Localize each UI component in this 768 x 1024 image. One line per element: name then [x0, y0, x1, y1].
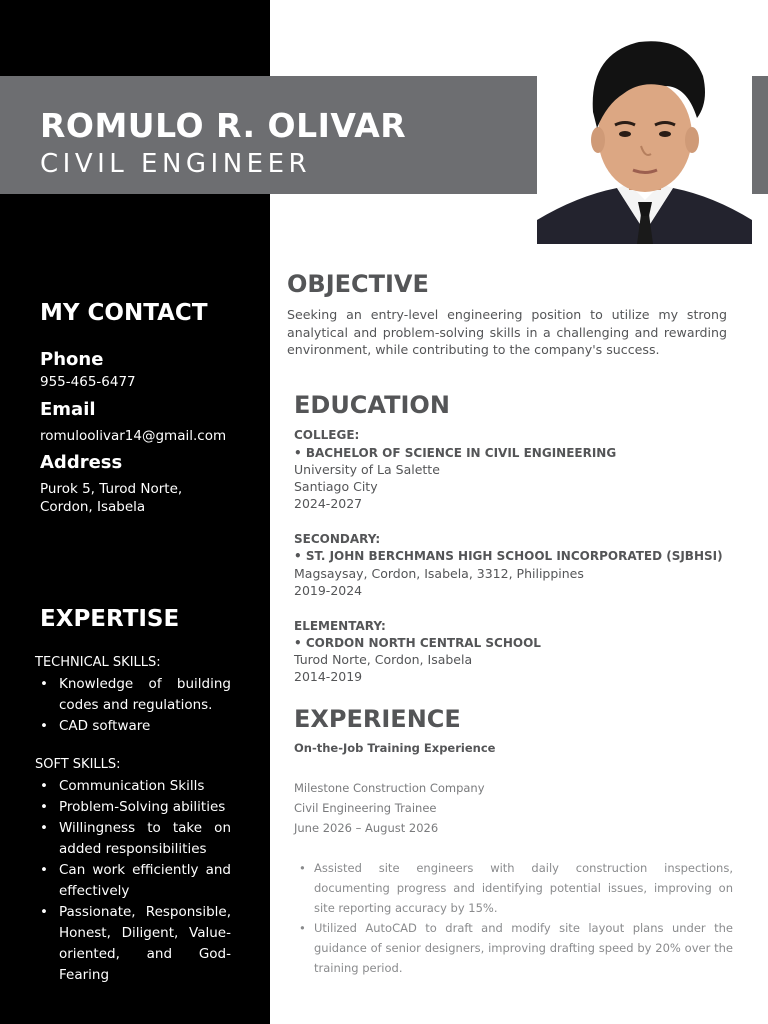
list-item: • Knowledge of building codes and regulations. — [35, 674, 231, 716]
experience-dates: June 2026 – August 2026 — [294, 821, 439, 835]
list-item: • CAD software — [35, 716, 231, 737]
profile-photo — [537, 24, 752, 244]
phone-label: Phone — [40, 349, 104, 370]
header-banner-accent — [752, 76, 768, 194]
contact-heading: MY CONTACT — [40, 300, 208, 326]
expertise-heading: EXPERTISE — [40, 606, 180, 632]
elementary-location: Turod Norte, Cordon, Isabela — [294, 652, 473, 667]
experience-subheading: On-the-Job Training Experience — [294, 741, 496, 755]
objective-text: Seeking an entry-level engineering position to utilize my strong analytical and problem-solving skills in a challenging and rewarding environment, while contributing to the company's success. — [287, 307, 727, 357]
secondary-label: SECONDARY: — [294, 532, 381, 546]
email-label: Email — [40, 399, 96, 420]
experience-position: Civil Engineering Trainee — [294, 801, 437, 815]
technical-skills-list — [35, 674, 231, 737]
college-location: Santiago City — [294, 479, 378, 494]
address-line-1: Purok 5, Turod Norte, — [40, 481, 183, 497]
list-item: • Willingness to take on added responsibilities — [35, 818, 231, 860]
elementary-school: • CORDON NORTH CENTRAL SCHOOL — [294, 636, 541, 650]
elementary-label: ELEMENTARY: — [294, 619, 386, 633]
portrait-illustration — [537, 24, 752, 244]
experience-company: Milestone Construction Company — [294, 781, 485, 795]
technical-skills-label: TECHNICAL SKILLS: — [35, 655, 161, 670]
list-item: • Can work efficiently and effectively — [35, 860, 231, 902]
list-item: • Passionate, Responsible, Honest, Diligent, Value-oriented, and God-Fearing — [35, 902, 231, 986]
objective-heading: OBJECTIVE — [287, 270, 429, 298]
address-line-2: Cordon, Isabela — [40, 499, 146, 515]
college-years: 2024-2027 — [294, 496, 363, 511]
resume-title: CIVIL ENGINEER — [40, 149, 312, 179]
college-school: University of La Salette — [294, 462, 440, 477]
phone-value: 955-465-6477 — [40, 374, 136, 390]
secondary-years: 2019-2024 — [294, 583, 363, 598]
secondary-school: • ST. JOHN BERCHMANS HIGH SCHOOL INCORPORATED (SJBHSI) — [294, 549, 723, 563]
list-item: • Utilized AutoCAD to draft and modify site layout plans under the guidance of senior designers, improving drafting speed by 20% over the training period. — [294, 918, 733, 978]
soft-skills-label: SOFT SKILLS: — [35, 757, 121, 772]
list-item: • Communication Skills — [35, 776, 231, 797]
college-label: COLLEGE: — [294, 428, 360, 442]
experience-bullets — [294, 858, 733, 978]
soft-skills-list — [35, 776, 231, 986]
education-heading: EDUCATION — [294, 391, 450, 419]
elementary-years: 2014-2019 — [294, 669, 363, 684]
email-value: romuloolivar14@gmail.com — [40, 428, 227, 444]
list-item: • Problem-Solving abilities — [35, 797, 231, 818]
address-label: Address — [40, 452, 123, 473]
experience-heading: EXPERIENCE — [294, 705, 461, 733]
list-item: • Assisted site engineers with daily construction inspections, documenting progress and identifying potential issues, improving on site reporting accuracy by 15%. — [294, 858, 733, 918]
secondary-location: Magsaysay, Cordon, Isabela, 3312, Philippines — [294, 566, 584, 581]
resume-name: ROMULO R. OLIVAR — [40, 106, 407, 145]
college-degree: • BACHELOR OF SCIENCE IN CIVIL ENGINEERING — [294, 446, 617, 460]
